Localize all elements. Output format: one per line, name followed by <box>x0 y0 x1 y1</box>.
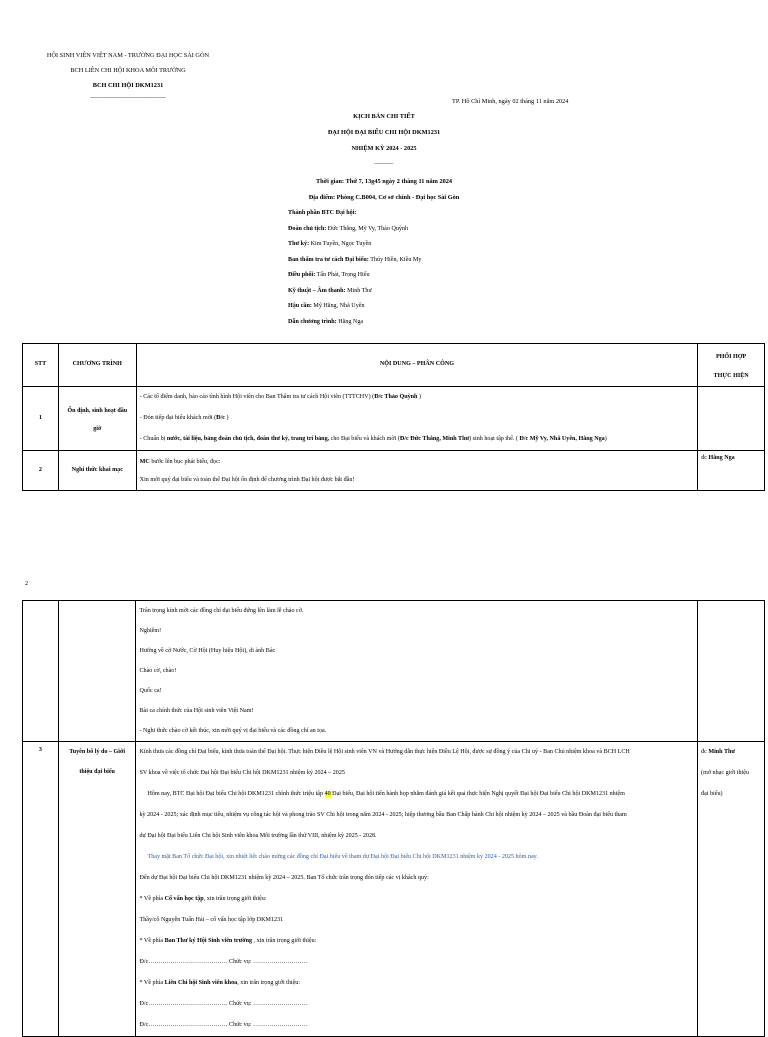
role-line: Thư ký: Kim Tuyền, Ngọc Tuyền <box>288 241 372 247</box>
org-line-1: HỘI SINH VIÊN VIỆT NAM - TRƯỜNG ĐẠI HỌC SÀI GÒN <box>46 52 210 59</box>
row-coordination: đc Minh Thư (mở nhạc giới thiệu đại biểu) <box>698 742 765 1037</box>
role-line: Ban thẩm tra tư cách Đại biểu: Thúy Hiền, Kiều My <box>288 257 422 263</box>
program-table-page2 <box>22 600 765 1037</box>
row-content: Kính thưa các đồng chí Đại biểu, kính thưa toàn thể Đại hội. Thực hiện Điều lệ Hội sinh viên VN và Hướng dẫn thực hiện Điều Lệ Hội, được sự đồng ý của Chi uỷ - Ban Chủ nhiệm khoa và BCH LCH SV khoa về việc tổ chức Đại hội Đại biểu Chi hội DKM1231 nhiệm kỳ 2024 – 2025 Hôm nay, BTC Đại hội Đại biểu Chi hội DKM1231 chính thức triệu tập 40 Đại biểu, Đại hội tiến hành họp nhằm đánh giá kết quả thực hiện Nghị quyết Đại hội Đại biểu Chi hội DKM1231 nhiệm kỳ 2024 - 2025; xác định mục tiêu, nhiệm vụ công tác hội và phong trào SV Chi hội trong năm 2024 - 2025; hiệp thương bầu Ban Chấp hành Chi hội nhiệm kỳ 2024 – 2025 và bầu Đoàn đại biểu tham dự Đại hội Đại biểu Liên Chi hội Sinh viên khoa Môi trường lần thứ VIII, nhiệm kỳ 2025 - 2028. Thay mặt Ban Tổ chức Đại hội, xin nhiệt liệt chào mừng các đồng chí Đại biểu về tham dự Đại hội Đại biểu Chi hội DKM1231 nhiệm kỳ 2024 - 2025 hôm nay. Đến dự Đại hội Đại biểu Chi hội DKM1231 nhiệm kỳ 2024 – 2025. Ban Tổ chức trân trọng đón tiếp các vị khách quý: * Về phía Cố vấn học tập, xin trân trọng giới thiệu: Thầy/cô Nguyễn Tuấn Hải – cố vấn học tập lớp DKM1231 * Về phía Ban Thư ký Hội Sinh viên trường , xin trân trọng giới thiệu: Đ/c………………………………… Chức vụ: ……………………… * Về phía Liên Chi hội Sinh viên khoa, xin trân trọng giới thiệu: Đ/c………………………………… Chức vụ: ……………………… Đ/c………………………………… Chức vụ: ……………………… <box>136 742 698 1037</box>
header-coordination: PHỐI HỢP THỰC HIỆN <box>698 344 765 387</box>
org-line-3: BCH CHI HỘI DKM1231 <box>92 82 164 89</box>
table-header-row <box>23 344 765 387</box>
row-coordination: đc Hằng Nga <box>698 451 765 491</box>
header-content: NỘI DUNG – PHÂN CÔNG <box>136 344 698 387</box>
row-content: Trân trọng kính mời các đồng chí đại biểu đứng lên làm lễ chào cờ. Nghiêm! Hướng về cờ Nước, Cờ Hội (Huy hiệu Hội), di ảnh Bác Chào cờ, chào! Quốc ca! Bài ca chính thức của Hội sinh viên Việt Nam! - Nghi thức chào cờ kết thúc, xin mời quý vị đại biểu và các đồng chí an tọa. <box>136 601 698 742</box>
row-content: - Các tổ điểm danh, báo cáo tình hình Hội viên cho Ban Thẩm tra tư cách Hội viên (TTTCHV) (Đ/c Thảo Quỳnh ) - Đón tiếp đại biểu khách mời (Đ/c ) - Chuẩn bị nước, tài liệu, bảng đoàn chủ tịch, đoàn thư ký, trang trí bảng, cho Đại biểu và khách mời (Đ/c Đức Thắng, Minh Thư) sinh hoạt tập thể. ( Đ/c Mỹ Vy, Nhã Uyên, Hằng Nga) <box>136 387 698 451</box>
row-program: Nghi thức khai mạc <box>58 451 136 491</box>
program-table-page1 <box>22 343 765 491</box>
table-row <box>23 451 765 491</box>
org-underline: ________________________ <box>90 92 166 99</box>
org-line-2: BCH LIÊN CHI HỘI KHOA MÔI TRƯỜNG <box>70 67 186 74</box>
header-program: CHƯƠNG TRÌNH <box>58 344 136 387</box>
role-line: Kỹ thuật – Âm thanh: Minh Thư <box>288 288 372 294</box>
role-line: Dẫn chương trình: Hằng Nga <box>288 319 364 325</box>
table-row <box>23 387 765 451</box>
row-stt <box>23 601 59 742</box>
row-content: MC bước lên bục phát biểu, đọc: Xin mời quý đại biểu và toàn thể Đại hội ổn định để chương trình Đại hội được bắt đầu! <box>136 451 698 491</box>
role-line: Đoàn chủ tịch: Đức Thắng, Mỹ Vy, Thảo Quỳnh <box>288 226 409 232</box>
row-program: Ổn định, sinh hoạt đầu giờ <box>58 387 136 451</box>
role-line: Hậu cần: Mỹ Hằng, Nhã Uyên <box>288 303 365 309</box>
doc-title: KỊCH BẢN CHI TIẾT <box>353 113 415 120</box>
doc-term: NHIỆM KỲ 2024 - 2025 <box>351 145 417 152</box>
title-separator: ______ <box>374 158 394 165</box>
row-stt: 1 <box>23 387 59 451</box>
place-line: Địa điểm: Phòng C.B004, Cơ sở chính - Đại học Sài Gòn <box>308 194 460 201</box>
page-number: 2 <box>25 580 29 587</box>
time-line: Thời gian: Thứ 7, 13g45 ngày 2 tháng 11 năm 2024 <box>315 178 453 185</box>
btc-label: Thành phần BTC Đại hội: <box>288 210 357 216</box>
table-row <box>23 601 765 742</box>
row-coordination <box>698 387 765 451</box>
date-line: TP. Hồ Chí Minh, ngày 02 tháng 11 năm 2024 <box>452 98 569 105</box>
role-line: Điều phối: Tấn Phát, Trọng Hiếu <box>288 272 370 278</box>
header-stt: STT <box>23 344 59 387</box>
row-coordination <box>698 601 765 742</box>
table-row <box>23 742 765 1037</box>
row-program <box>58 601 136 742</box>
doc-subtitle: ĐẠI HỘI ĐẠI BIỂU CHI HỘI DKM1231 <box>327 129 441 136</box>
row-program: Tuyên bố lý do – Giới thiệu đại biểu <box>58 742 136 1037</box>
row-stt: 2 <box>23 451 59 491</box>
highlighted-count: 40 <box>324 791 331 797</box>
row-stt: 3 <box>23 742 59 1037</box>
